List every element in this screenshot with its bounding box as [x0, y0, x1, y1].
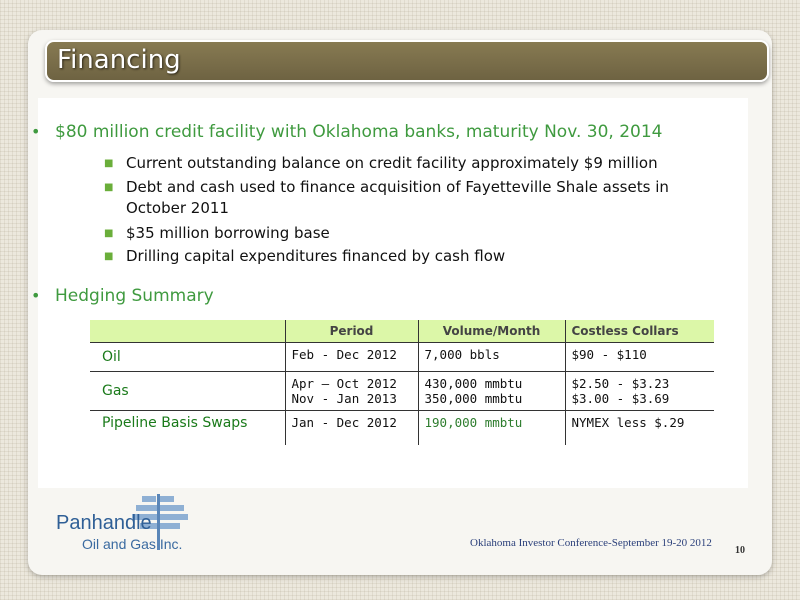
cell-volume	[418, 372, 565, 411]
square-bullet-icon: ■	[104, 158, 114, 169]
cell-line: Apr – Oct 2012	[291, 376, 397, 391]
bullet-dot-icon: •	[31, 122, 41, 141]
cell-line: $2.50 - $3.23	[571, 376, 670, 391]
row-label: Gas	[90, 372, 285, 411]
bullet-credit-facility	[31, 122, 663, 142]
cell-collars: NYMEX less $.29	[571, 415, 685, 430]
cell-period: Feb - Dec 2012	[285, 343, 418, 372]
table-header-blank	[90, 320, 285, 343]
sub-bullet-text: $35 million borrowing base	[126, 224, 330, 242]
row-label: Oil	[90, 343, 285, 372]
bullet-hedging-summary	[31, 286, 214, 306]
cell-line: $3.00 - $3.69	[571, 391, 670, 406]
sub-bullet-text: Current outstanding balance on credit facility approximately $9 million	[126, 154, 658, 172]
table-header-period: Period	[285, 320, 418, 343]
table-row	[90, 372, 714, 411]
table-row	[90, 343, 714, 372]
sub-bullet-debt-and-cash	[104, 177, 716, 219]
company-logo	[52, 494, 192, 564]
sub-bullet-drilling-capex	[104, 246, 716, 267]
sub-bullet-borrowing-base	[104, 223, 716, 244]
table-header-row	[90, 320, 714, 343]
logo-name-line1: Panhandle	[56, 512, 152, 534]
logo-name-line2: Oil and Gas Inc.	[82, 536, 183, 552]
cell-line: 430,000 mmbtu	[424, 376, 523, 391]
cell-volume: 7,000 bbls	[418, 343, 565, 372]
cell-collars	[565, 372, 714, 411]
title-bar	[45, 40, 769, 82]
cell-period	[285, 372, 418, 411]
footer-conference-text: Oklahoma Investor Conference-September 19-20 2012	[470, 537, 712, 549]
square-bullet-icon: ■	[104, 251, 114, 262]
bullet-text: Hedging Summary	[55, 286, 214, 306]
table-header-collars: Costless Collars	[565, 320, 714, 343]
cell-volume: 190,000 mmbtu	[418, 411, 565, 446]
slide-title: Financing	[57, 45, 181, 75]
bullet-text: $80 million credit facility with Oklahoma banks, maturity Nov. 30, 2014	[55, 122, 663, 142]
table-header-volume: Volume/Month	[418, 320, 565, 343]
bullet-dot-icon: •	[31, 286, 41, 305]
square-bullet-icon: ■	[104, 228, 114, 239]
row-label: Pipeline Basis Swaps	[90, 411, 285, 446]
page-number: 10	[735, 545, 745, 556]
cell-period: Jan - Dec 2012	[285, 411, 418, 446]
sub-bullet-text: Drilling capital expenditures financed by cash flow	[126, 247, 506, 265]
sub-bullet-outstanding-balance	[104, 153, 716, 174]
hedging-table	[90, 320, 714, 445]
cell-line: Nov - Jan 2013	[291, 391, 397, 406]
sub-bullet-text: Debt and cash used to finance acquisition of Fayetteville Shale assets in October 2011	[126, 178, 669, 217]
cell-line: 350,000 mmbtu	[424, 391, 523, 406]
cell-collars: $90 - $110	[565, 343, 714, 372]
table-row	[90, 411, 714, 446]
square-bullet-icon: ■	[104, 182, 114, 193]
